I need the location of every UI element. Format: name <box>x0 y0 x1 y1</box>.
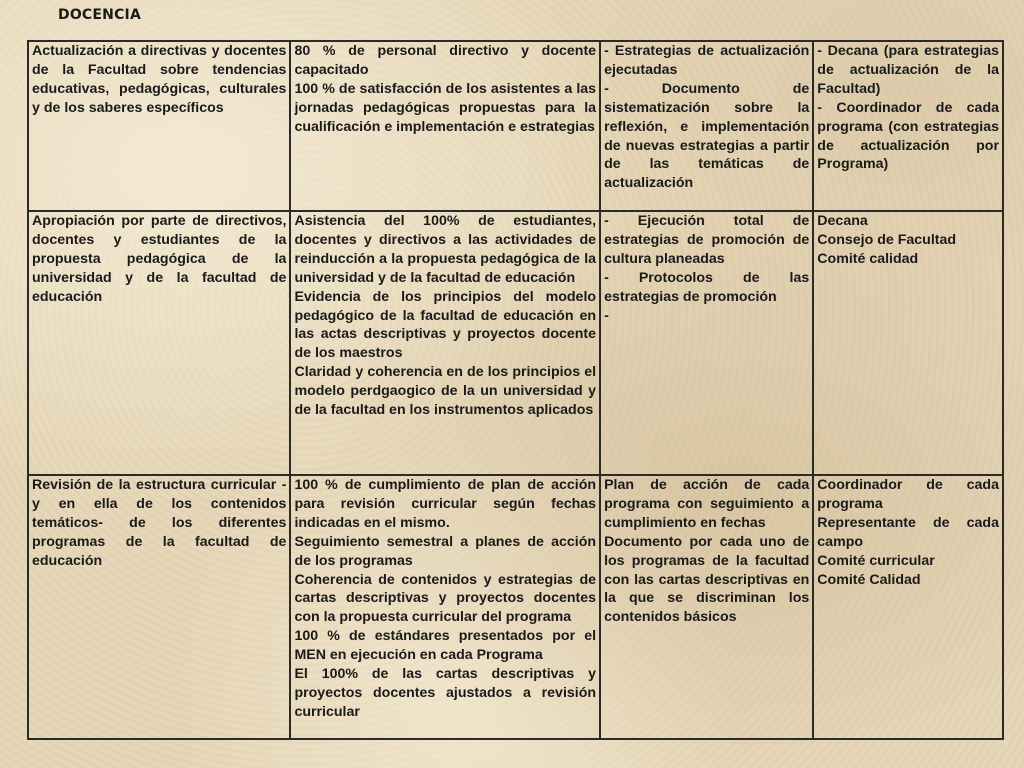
evidence-text: - Protocolos de las estrategias de promoción <box>604 269 810 305</box>
objective-text: Actualización a directivas y docentes de la Facultad sobre tendencias educativas, pedagógicas, culturales y de los saberes específicos <box>32 43 287 116</box>
evidence-text: Plan de acción de cada programa con seguimiento a cumplimiento en fechas <box>604 477 810 531</box>
docencia-table <box>27 40 1004 740</box>
indicator-text: Claridad y coherencia en de los principios el modelo perdgaogico de la un universidad y de la facultad en los instrumentos aplicados <box>294 364 597 419</box>
page-title: DOCENCIA <box>58 7 141 23</box>
indicator-text: Evidencia de los principios del modelo pedagógico de la facultad de educación en las actas descriptivas y proyectos docente de los maestros <box>294 288 597 362</box>
responsible-text: Coordinador de cada programa <box>817 477 999 512</box>
indicator-text: 100 % de satisfacción de los asistentes a las jornadas pedagógicas propuestas para la cualificación e implementación e estrategias <box>294 80 597 135</box>
responsible-cell <box>813 41 1003 211</box>
responsible-text: Comité Calidad <box>817 571 921 588</box>
responsible-text: - Coordinador de cada programa (con estrategias de actualización por Programa) <box>817 99 999 173</box>
responsible-cell <box>813 475 1003 739</box>
table-row <box>28 475 1003 739</box>
evidence-cell <box>600 475 813 739</box>
evidence-text: - Documento de sistematización sobre la reflexión, e implementación de nuevas estrategias a partir de las temáticas de actualización <box>604 80 810 192</box>
responsible-text: Comité curricular <box>817 552 935 569</box>
responsible-text: Comité calidad <box>817 250 919 267</box>
indicator-text: El 100% de las cartas descriptivas y proyectos docentes ajustados a revisión curricular <box>294 666 597 720</box>
objective-cell <box>28 41 290 211</box>
indicator-text: 100 % de cumplimiento de plan de acción para revisión curricular según fechas indicadas en el mismo. <box>294 477 597 531</box>
responsible-text: Decana <box>817 213 868 229</box>
responsible-text: - Decana (para estrategias de actualización de la Facultad) <box>817 43 999 97</box>
table-row <box>28 211 1003 475</box>
evidence-text: Documento por cada uno de los programas de la facultad con las cartas descriptivas en la que se discriminan los contenidos básicos <box>604 533 810 626</box>
indicator-text: Seguimiento semestral a planes de acción de los programas <box>294 533 597 569</box>
evidence-cell <box>600 41 813 211</box>
indicator-text: Asistencia del 100% de estudiantes, docentes y directivos a las actividades de reinducción a la propuesta pedagógica de la universidad y de la facultad de educación <box>294 213 597 286</box>
objective-text: Apropiación por parte de directivos, docentes y estudiantes de la propuesta pedagógica de la universidad y de la facultad de educación <box>32 213 287 305</box>
objective-cell <box>28 475 290 739</box>
responsible-text: Representante de cada campo <box>817 514 999 550</box>
indicators-cell <box>290 41 600 211</box>
evidence-text: - <box>604 307 609 324</box>
indicators-cell <box>290 475 600 739</box>
evidence-cell <box>600 211 813 475</box>
indicator-text: 80 % de personal directivo y docente capacitado <box>294 43 597 78</box>
responsible-text: Consejo de Facultad <box>817 231 957 248</box>
objective-cell <box>28 211 290 475</box>
table-row <box>28 41 1003 211</box>
evidence-text: - Ejecución total de estrategias de promoción de cultura planeadas <box>604 213 810 267</box>
objective-text: Revisión de la estructura curricular - y en ella de los contenidos temáticos- de los diferentes programas de la facultad de educación <box>32 477 287 569</box>
indicator-text: 100 % de estándares presentados por el MEN en ejecución en cada Programa <box>294 628 597 664</box>
indicator-text: Coherencia de contenidos y estrategias de cartas descriptivas y proyectos docentes con la propuesta curricular del programa <box>294 571 597 626</box>
responsible-cell <box>813 211 1003 475</box>
indicators-cell <box>290 211 600 475</box>
evidence-text: - Estrategias de actualización ejecutadas <box>604 43 810 78</box>
